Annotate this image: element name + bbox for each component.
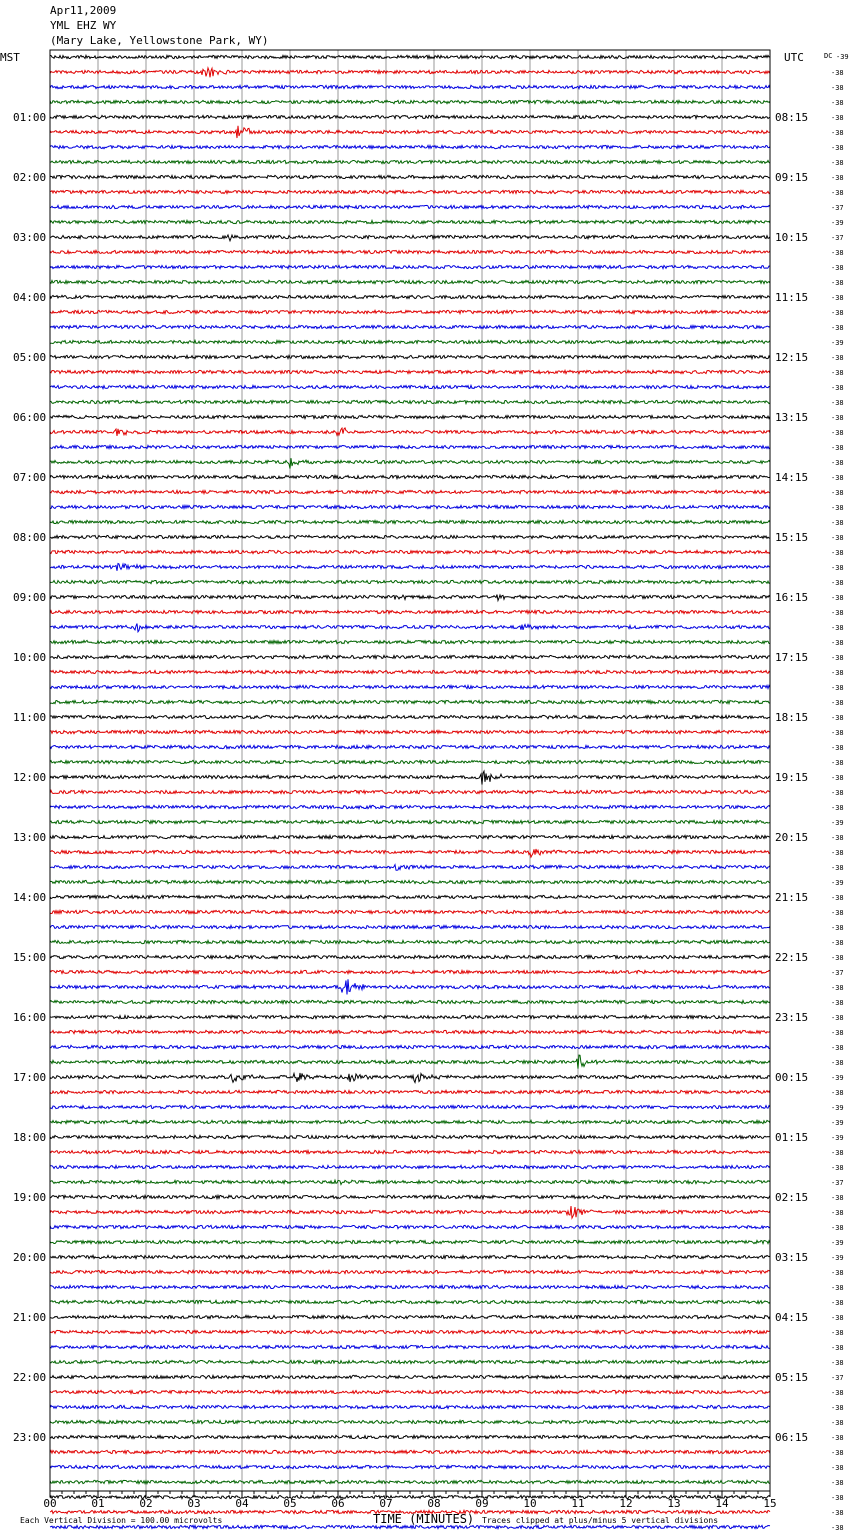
dc-axis-label: DC <box>824 52 833 60</box>
seismic-trace <box>50 325 770 328</box>
dc-value: -38 <box>831 1149 844 1157</box>
dc-value: -38 <box>831 624 844 632</box>
dc-value: -38 <box>831 534 844 542</box>
x-tick-label: 12 <box>619 1497 633 1510</box>
dc-value: -38 <box>831 1014 844 1022</box>
dc-value: -39 <box>831 879 844 887</box>
x-tick-label: 14 <box>715 1497 729 1510</box>
mst-hour-label: 12:00 <box>13 771 47 784</box>
dc-value: -37 <box>831 969 844 977</box>
seismic-trace <box>50 505 770 508</box>
utc-hour-labels <box>775 111 808 1444</box>
dc-value: -38 <box>831 489 844 497</box>
mst-hour-label: 17:00 <box>13 1071 47 1084</box>
seismic-trace <box>50 564 770 571</box>
seismic-trace <box>50 1000 770 1003</box>
dc-value: -38 <box>831 99 844 107</box>
mst-hour-label: 04:00 <box>13 291 47 304</box>
dc-value: -38 <box>831 579 844 587</box>
dc-value: -39 <box>831 1254 844 1262</box>
dc-value: -39 <box>831 819 844 827</box>
utc-hour-label: 01:15 <box>775 1131 809 1144</box>
dc-value: -38 <box>831 324 844 332</box>
date-label: Apr11,2009 <box>50 4 117 17</box>
location-label: (Mary Lake, Yellowstone Park, WY) <box>50 34 269 47</box>
dc-value: -38 <box>831 294 844 302</box>
seismic-trace <box>50 1330 770 1333</box>
dc-value: -37 <box>831 1374 844 1382</box>
seismic-trace <box>50 250 770 253</box>
seismic-trace <box>50 849 770 857</box>
dc-value: -38 <box>831 354 844 362</box>
seismic-trace <box>50 1465 770 1468</box>
x-tick-label: 01 <box>91 1497 105 1510</box>
x-tick-label: 03 <box>187 1497 201 1510</box>
seismic-trace <box>50 595 770 601</box>
seismic-trace <box>50 520 770 523</box>
seismic-trace <box>50 550 770 553</box>
dc-value: -38 <box>831 549 844 557</box>
utc-hour-label: 00:15 <box>775 1071 809 1084</box>
utc-hour-label: 19:15 <box>775 771 809 784</box>
seismic-trace <box>50 715 770 718</box>
dc-value: -38 <box>831 474 844 482</box>
dc-value: -37 <box>831 234 844 242</box>
dc-value: -39 <box>831 1239 844 1247</box>
dc-value: -38 <box>831 669 844 677</box>
utc-hour-label: 18:15 <box>775 711 809 724</box>
seismic-trace <box>50 1345 770 1348</box>
seismic-trace <box>50 1285 770 1288</box>
dc-value: -38 <box>831 714 844 722</box>
utc-hour-label: 16:15 <box>775 591 809 604</box>
dc-value: -38 <box>831 744 844 752</box>
seismic-trace <box>50 640 770 643</box>
x-tick-label: 10 <box>523 1497 537 1510</box>
seismic-trace <box>50 1165 770 1168</box>
dc-value: -38 <box>831 594 844 602</box>
x-tick-label: 06 <box>331 1497 345 1510</box>
mst-hour-label: 08:00 <box>13 531 47 544</box>
mst-hour-label: 14:00 <box>13 891 47 904</box>
utc-hour-label: 10:15 <box>775 231 809 244</box>
mst-hour-label: 18:00 <box>13 1131 47 1144</box>
dc-value: -39 <box>831 1119 844 1127</box>
dc-value: -38 <box>831 954 844 962</box>
seismic-trace <box>50 355 770 358</box>
seismic-trace <box>50 235 770 241</box>
seismic-trace <box>50 820 770 823</box>
seismic-trace <box>50 55 770 58</box>
dc-value: -38 <box>831 264 844 272</box>
seismic-trace <box>50 428 770 436</box>
dc-value: -38 <box>831 1209 844 1217</box>
utc-hour-label: 03:15 <box>775 1251 809 1264</box>
dc-value: -38 <box>831 849 844 857</box>
dc-value: -38 <box>831 399 844 407</box>
dc-value: -38 <box>831 924 844 932</box>
dc-value: -38 <box>831 309 844 317</box>
dc-value: -38 <box>831 1329 844 1337</box>
seismic-trace <box>50 771 770 784</box>
utc-hour-label: 21:15 <box>775 891 809 904</box>
seismic-trace <box>50 895 770 898</box>
utc-hour-label: 12:15 <box>775 351 809 364</box>
dc-value: -38 <box>831 699 844 707</box>
mst-hour-label: 15:00 <box>13 951 47 964</box>
dc-value: -38 <box>831 789 844 797</box>
dc-value: -38 <box>831 894 844 902</box>
mst-hour-label: 07:00 <box>13 471 47 484</box>
dc-value: -38 <box>831 984 844 992</box>
x-axis-title: TIME (MINUTES) <box>373 1512 475 1526</box>
seismic-trace <box>50 910 770 913</box>
dc-value: -37 <box>831 1179 844 1187</box>
dc-value: -38 <box>831 519 844 527</box>
seismic-trace <box>50 835 770 838</box>
seismic-trace <box>50 175 770 178</box>
dc-value: -38 <box>831 939 844 947</box>
x-tick-label: 04 <box>235 1497 249 1510</box>
mst-hour-label: 21:00 <box>13 1311 47 1324</box>
dc-value: -37 <box>831 204 844 212</box>
seismic-trace <box>50 880 770 883</box>
seismic-trace <box>50 385 770 388</box>
seismic-trace <box>50 1030 770 1033</box>
seismic-trace <box>50 310 770 313</box>
dc-value: -38 <box>831 1494 844 1502</box>
mst-hour-label: 11:00 <box>13 711 47 724</box>
seismic-trace <box>50 745 770 748</box>
seismic-trace <box>50 1195 770 1198</box>
mst-hour-label: 19:00 <box>13 1191 47 1204</box>
seismic-trace <box>50 1405 770 1408</box>
seismic-trace <box>50 1055 770 1069</box>
seismic-trace <box>50 445 770 448</box>
seismic-trace <box>50 1180 770 1184</box>
dc-value: -38 <box>831 1299 844 1307</box>
utc-hour-label: 08:15 <box>775 111 809 124</box>
utc-hour-label: 05:15 <box>775 1371 809 1384</box>
dc-value: -38 <box>831 1389 844 1397</box>
utc-hour-label: 22:15 <box>775 951 809 964</box>
dc-value: -38 <box>831 1359 844 1367</box>
dc-value: -38 <box>831 84 844 92</box>
mst-hour-label: 10:00 <box>13 651 47 664</box>
seismic-trace <box>50 1225 770 1228</box>
seismic-trace <box>50 458 770 468</box>
dc-value: -38 <box>831 1434 844 1442</box>
seismic-trace <box>50 1450 770 1453</box>
utc-hour-label: 14:15 <box>775 471 809 484</box>
seismic-trace <box>50 535 770 538</box>
utc-hour-label: 09:15 <box>775 171 809 184</box>
seismic-trace <box>50 280 770 283</box>
utc-hour-label: 15:15 <box>775 531 809 544</box>
x-tick-label: 13 <box>667 1497 681 1510</box>
dc-value: -38 <box>831 1164 844 1172</box>
utc-hour-label: 13:15 <box>775 411 809 424</box>
seismic-trace <box>50 624 770 632</box>
utc-hour-label: 06:15 <box>775 1431 809 1444</box>
trace-group <box>50 55 770 1534</box>
seismic-trace <box>50 925 770 928</box>
dc-value: -38 <box>831 1449 844 1457</box>
seismic-trace <box>50 760 770 763</box>
mst-axis-label: MST <box>0 51 20 64</box>
mst-hour-label: 09:00 <box>13 591 47 604</box>
dc-value: -39 <box>831 1134 844 1142</box>
dc-value: -38 <box>831 759 844 767</box>
seismic-trace <box>50 730 770 733</box>
seismic-trace <box>50 1360 770 1363</box>
seismic-trace <box>50 295 770 298</box>
seismic-trace <box>50 1270 770 1273</box>
utc-hour-label: 17:15 <box>775 651 809 664</box>
seismic-trace <box>50 1240 770 1243</box>
dc-value: -38 <box>831 684 844 692</box>
dc-value: -38 <box>831 369 844 377</box>
footer-scale-note: Each Vertical Division = 100.00 microvolts <box>20 1516 223 1525</box>
seismic-trace <box>50 1150 770 1153</box>
seismic-trace <box>50 685 770 688</box>
dc-value: -38 <box>831 1524 844 1532</box>
x-tick-label: 07 <box>379 1497 393 1510</box>
mst-hour-label: 23:00 <box>13 1431 47 1444</box>
dc-value: -38 <box>831 864 844 872</box>
seismic-trace <box>50 340 770 343</box>
seismic-trace <box>50 490 770 493</box>
dc-value: -38 <box>831 429 844 437</box>
seismic-trace <box>50 1390 770 1393</box>
dc-value: -38 <box>831 1284 844 1292</box>
seismic-trace <box>50 1495 770 1498</box>
dc-value: -38 <box>831 729 844 737</box>
dc-value: -38 <box>831 1344 844 1352</box>
dc-value: -38 <box>831 1044 844 1052</box>
seismic-trace <box>50 865 770 871</box>
utc-hour-label: 20:15 <box>775 831 809 844</box>
seismic-trace <box>50 475 770 478</box>
dc-value: -38 <box>831 1404 844 1412</box>
dc-value: -38 <box>831 639 844 647</box>
utc-hour-label: 04:15 <box>775 1311 809 1324</box>
seismic-trace <box>50 580 770 583</box>
seismic-trace <box>50 415 770 418</box>
seismic-trace <box>50 1435 770 1438</box>
seismic-trace <box>50 1045 770 1048</box>
seismic-trace <box>50 190 770 193</box>
mst-hour-label: 16:00 <box>13 1011 47 1024</box>
dc-value: -38 <box>831 69 844 77</box>
mst-hour-label: 02:00 <box>13 171 47 184</box>
seismic-trace <box>50 1105 770 1108</box>
dc-value: -38 <box>831 129 844 137</box>
seismic-trace <box>50 145 770 148</box>
dc-value: -38 <box>831 1089 844 1097</box>
x-tick-label: 08 <box>427 1497 441 1510</box>
station-label: YML EHZ WY <box>50 19 117 32</box>
seismic-trace <box>50 1375 770 1378</box>
dc-value: -38 <box>831 1464 844 1472</box>
dc-value: -38 <box>831 144 844 152</box>
dc-value: -39 <box>836 53 849 61</box>
mst-hour-label: 13:00 <box>13 831 47 844</box>
dc-value: -38 <box>831 1269 844 1277</box>
seismic-trace <box>50 1300 770 1303</box>
seismic-trace <box>50 1135 770 1138</box>
dc-value: -38 <box>831 834 844 842</box>
dc-value: -38 <box>831 504 844 512</box>
seismic-trace <box>50 955 770 958</box>
mst-hour-label: 01:00 <box>13 111 47 124</box>
dc-value: -38 <box>831 1314 844 1322</box>
seismic-trace <box>50 85 770 88</box>
mst-hour-label: 06:00 <box>13 411 47 424</box>
dc-value-labels <box>831 53 849 1534</box>
dc-value: -38 <box>831 1224 844 1232</box>
dc-value: -39 <box>831 1104 844 1112</box>
seismic-trace <box>50 700 770 703</box>
seismic-trace <box>50 1206 770 1218</box>
dc-value: -38 <box>831 159 844 167</box>
seismic-trace <box>50 940 770 943</box>
dc-value: -39 <box>831 1074 844 1082</box>
dc-value: -38 <box>831 609 844 617</box>
seismic-trace <box>50 100 770 103</box>
dc-value: -38 <box>831 1059 844 1067</box>
dc-value: -38 <box>831 999 844 1007</box>
dc-value: -38 <box>831 174 844 182</box>
dc-value: -39 <box>831 339 844 347</box>
dc-value: -39 <box>831 219 844 227</box>
seismic-trace <box>50 265 770 268</box>
x-axis-ticks <box>43 1491 776 1510</box>
utc-axis-label: UTC <box>784 51 804 64</box>
dc-value: -38 <box>831 414 844 422</box>
dc-value: -38 <box>831 1419 844 1427</box>
seismic-trace <box>50 1480 770 1483</box>
dc-value: -38 <box>831 774 844 782</box>
dc-value: -38 <box>831 1029 844 1037</box>
seismic-trace <box>50 205 770 208</box>
dc-value: -38 <box>831 114 844 122</box>
seismic-trace <box>50 970 770 973</box>
seismic-trace <box>50 670 770 673</box>
dc-value: -38 <box>831 384 844 392</box>
utc-hour-label: 11:15 <box>775 291 809 304</box>
utc-hour-label: 23:15 <box>775 1011 809 1024</box>
dc-value: -38 <box>831 804 844 812</box>
seismic-trace <box>50 790 770 793</box>
dc-value: -38 <box>831 654 844 662</box>
seismic-trace <box>50 1420 770 1423</box>
x-tick-label: 02 <box>139 1497 153 1510</box>
mst-hour-labels <box>13 111 46 1444</box>
seismic-trace <box>50 1120 770 1123</box>
dc-value: -38 <box>831 444 844 452</box>
dc-value: -38 <box>831 279 844 287</box>
utc-hour-label: 02:15 <box>775 1191 809 1204</box>
seismic-trace <box>50 1315 770 1318</box>
seismic-trace <box>50 160 770 163</box>
seismic-trace <box>50 1015 770 1018</box>
mst-hour-label: 03:00 <box>13 231 47 244</box>
mst-hour-label: 22:00 <box>13 1371 47 1384</box>
seismic-trace <box>50 400 770 403</box>
seismic-trace <box>50 220 770 223</box>
dc-value: -38 <box>831 249 844 257</box>
mst-hour-label: 20:00 <box>13 1251 47 1264</box>
dc-value: -38 <box>831 189 844 197</box>
x-tick-label: 11 <box>571 1497 585 1510</box>
dc-value: -38 <box>831 564 844 572</box>
dc-value: -38 <box>831 459 844 467</box>
dc-value: -38 <box>831 1194 844 1202</box>
x-tick-label: 05 <box>283 1497 297 1510</box>
x-tick-label: 15 <box>763 1497 777 1510</box>
x-tick-label: 09 <box>475 1497 489 1510</box>
mst-hour-label: 05:00 <box>13 351 47 364</box>
seismic-trace <box>50 68 770 77</box>
seismic-trace <box>50 1255 770 1258</box>
dc-value: -38 <box>831 1509 844 1517</box>
seismic-trace <box>50 979 770 994</box>
seismic-trace <box>50 1090 770 1093</box>
seismic-trace <box>50 655 770 658</box>
seismic-trace <box>50 370 770 373</box>
dc-value: -38 <box>831 1479 844 1487</box>
x-tick-label: 00 <box>43 1497 57 1510</box>
seismic-trace <box>50 1073 770 1083</box>
seismic-trace <box>50 126 770 138</box>
dc-value: -38 <box>831 909 844 917</box>
seismic-trace <box>50 115 770 118</box>
footer-clip-note: Traces clipped at plus/minus 5 vertical divisions <box>482 1516 719 1525</box>
seismic-trace <box>50 805 770 808</box>
seismic-trace <box>50 610 770 613</box>
